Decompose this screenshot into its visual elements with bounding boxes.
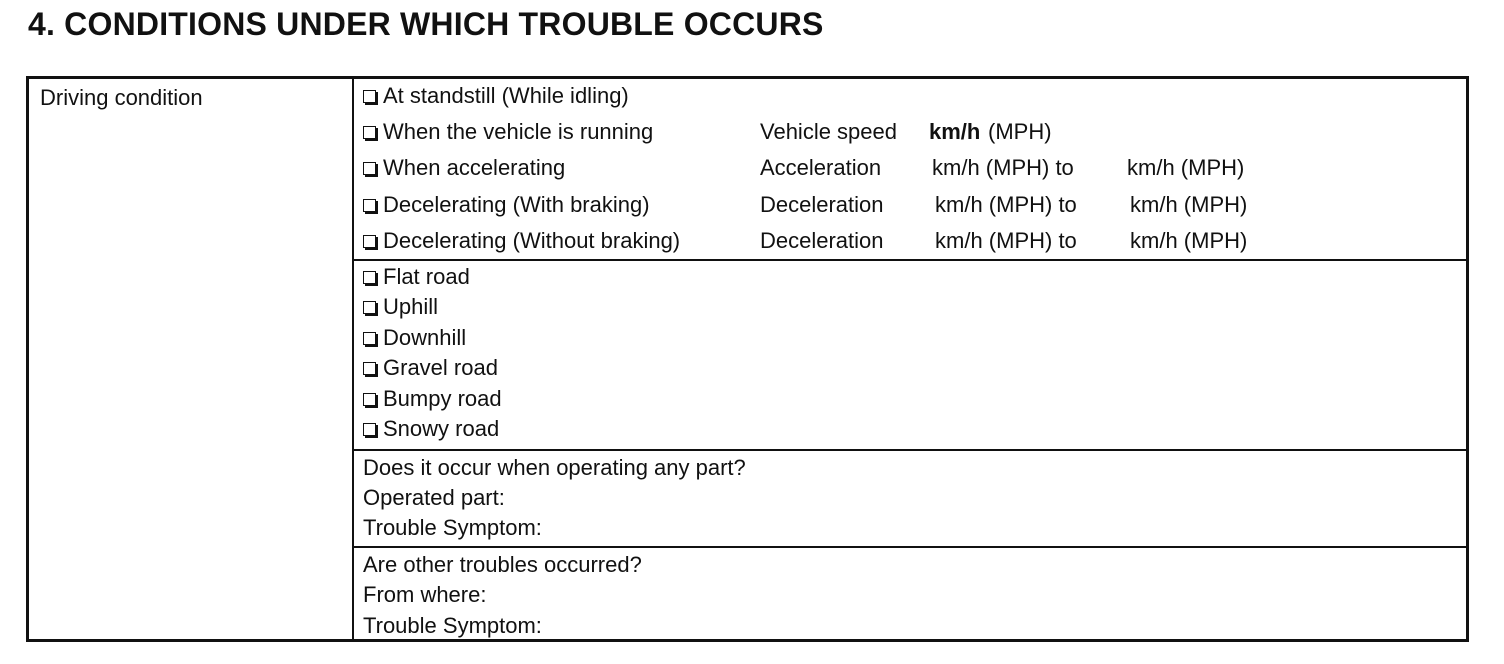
option-label: Flat road [383, 264, 470, 289]
condition-row [363, 119, 1463, 153]
road-option [363, 386, 502, 420]
unit-label: km/h (MPH) to [932, 155, 1074, 180]
road-option [363, 264, 470, 298]
option-label: Uphill [383, 294, 439, 319]
checkbox[interactable] [363, 301, 376, 314]
checkbox[interactable] [363, 199, 376, 212]
unit-label: (MPH) [988, 119, 1052, 144]
unit-label: km/h (MPH) to [935, 192, 1077, 217]
trouble-symptom-field[interactable]: Trouble Symptom: [363, 613, 542, 638]
page-title: 4. CONDITIONS UNDER WHICH TROUBLE OCCURS [28, 6, 824, 42]
option-label: Decelerating (Without braking) [383, 228, 681, 253]
checkbox[interactable] [363, 423, 376, 436]
question-text: Are other troubles occurred? [363, 552, 642, 577]
driving-condition-label: Driving condition [40, 85, 203, 110]
road-option [363, 325, 466, 359]
field-label: Acceleration [760, 155, 882, 180]
option-label: Gravel road [383, 355, 498, 380]
road-option [363, 294, 438, 328]
road-option [363, 355, 498, 389]
from-where-field[interactable]: From where: [363, 582, 487, 607]
checkbox[interactable] [363, 393, 376, 406]
field-label: Vehicle speed [760, 119, 897, 144]
driving-state-section [354, 79, 1466, 261]
option-label: When the vehicle is running [383, 119, 654, 144]
unit-label: km/h (MPH) [1130, 228, 1248, 253]
checkbox[interactable] [363, 235, 376, 248]
checkbox[interactable] [363, 126, 376, 139]
checkbox[interactable] [363, 90, 376, 103]
question-text: Does it occur when operating any part? [363, 455, 746, 480]
checkbox[interactable] [363, 162, 376, 175]
road-option [363, 416, 499, 450]
left-column [29, 79, 354, 639]
unit-label: km/h (MPH) [1130, 192, 1248, 217]
field-label: Deceleration [760, 192, 884, 217]
unit-label: km/h [929, 119, 981, 144]
other-troubles-section [354, 548, 1466, 645]
operated-part-section [354, 451, 1466, 548]
option-label: When accelerating [383, 155, 566, 180]
option-label: Bumpy road [383, 386, 502, 411]
trouble-symptom-field[interactable]: Trouble Symptom: [363, 515, 542, 540]
condition-row [363, 192, 1463, 226]
option-label: Downhill [383, 325, 467, 350]
condition-row [363, 155, 1463, 189]
unit-label: km/h (MPH) [1127, 155, 1245, 180]
road-type-section [354, 261, 1466, 451]
unit-label: km/h (MPH) to [935, 228, 1077, 253]
field-label: Deceleration [760, 228, 884, 253]
option-label: Snowy road [383, 416, 500, 441]
operated-part-field[interactable]: Operated part: [363, 485, 505, 510]
checkbox[interactable] [363, 332, 376, 345]
option-label: Decelerating (With braking) [383, 192, 650, 217]
conditions-form [26, 76, 1469, 642]
condition-row [363, 83, 629, 117]
checkbox[interactable] [363, 271, 376, 284]
checkbox[interactable] [363, 362, 376, 375]
option-label: At standstill (While idling) [383, 83, 629, 108]
condition-row [363, 228, 1463, 262]
